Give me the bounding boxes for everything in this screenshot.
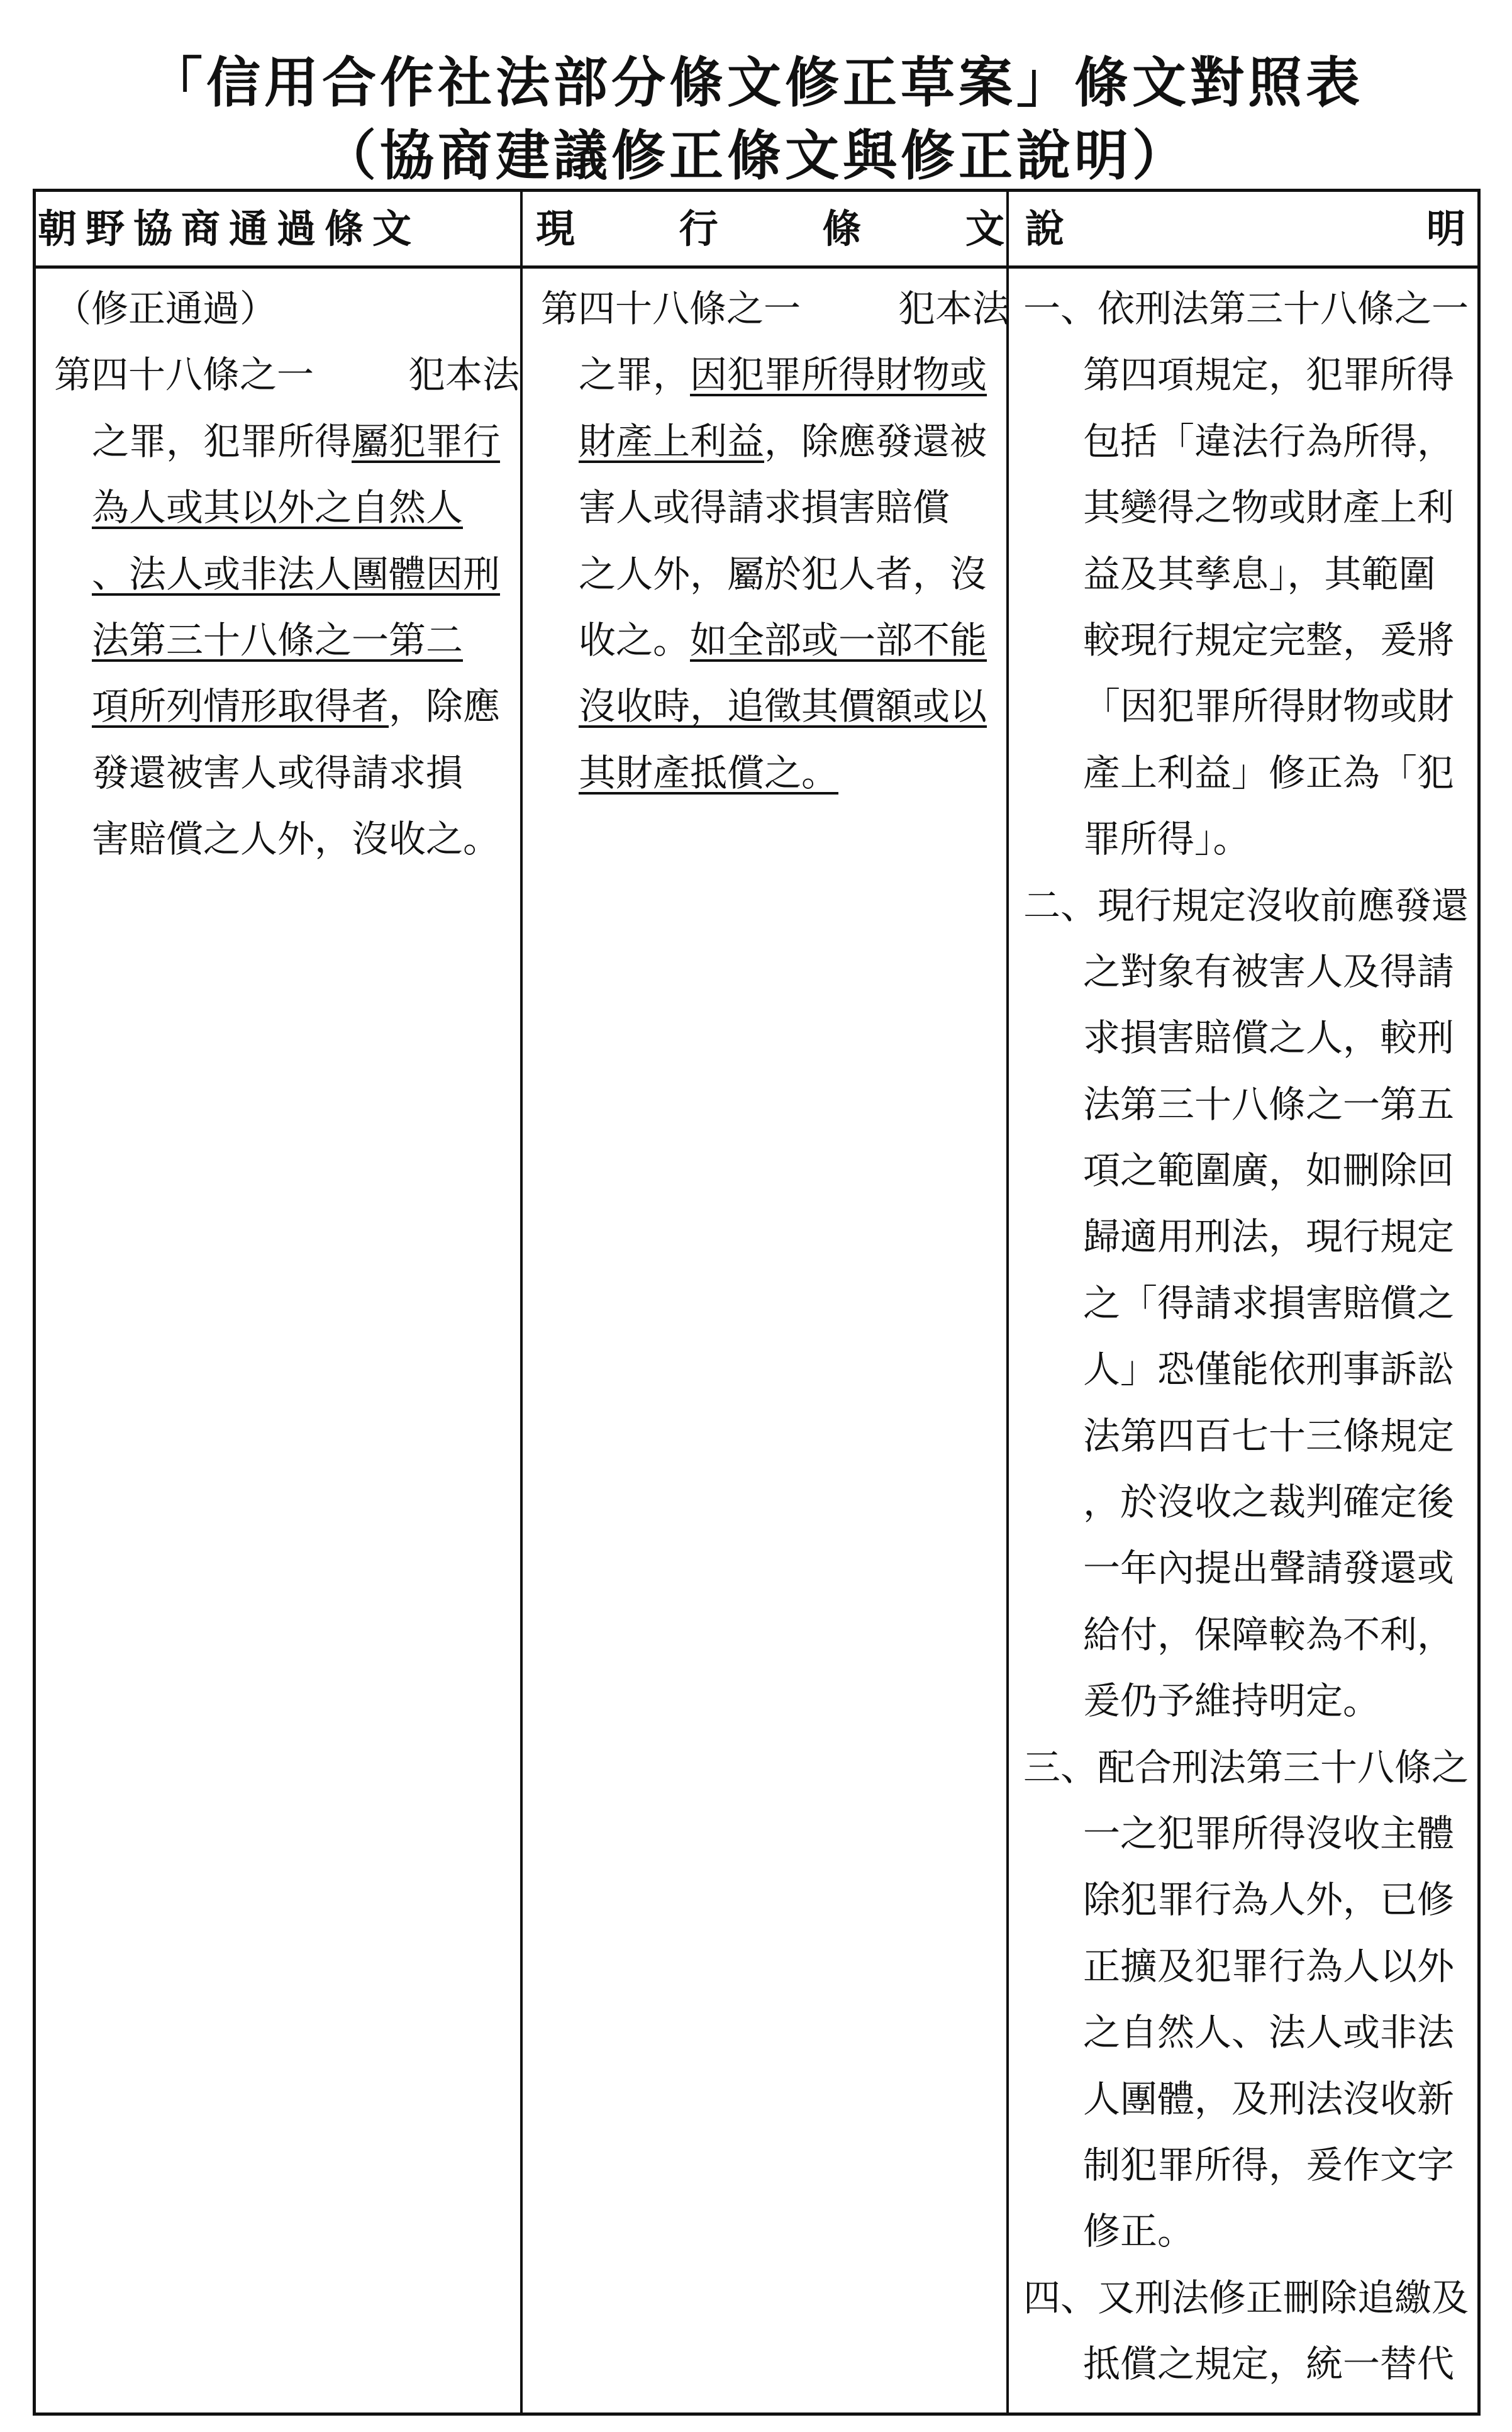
article-line: 沒收時，追徵其價額或以 (579, 684, 987, 728)
explanation-line: 包括「違法行為所得， (1083, 419, 1455, 463)
negotiated-article-text (54, 276, 520, 873)
document-title: 「信用合作社法部分條文修正草案」條文對照表 (148, 51, 1364, 114)
article-line: 第四十八條之一 犯本法 (541, 287, 1009, 330)
explanation-line: 之「得請求損害賠償之 (1083, 1281, 1455, 1325)
article-line: 其財產抵償之。 (579, 750, 839, 795)
header-current-text: 現 行 條 文 (536, 206, 1004, 252)
explanation-line: 抵償之規定，統一替代 (1083, 2342, 1455, 2386)
article-line: 第四十八條之一 犯本法 (54, 353, 520, 397)
explanation-line: 二、現行規定沒收前應發還 (1023, 883, 1469, 927)
article-line: 之罪，因犯罪所得財物或 (579, 353, 987, 397)
explanation-line: 罪所得」。 (1083, 817, 1250, 861)
status-note: （修正通過） (54, 287, 277, 330)
explanation-line: 三、配合刑法第三十八條之 (1023, 1745, 1469, 1789)
article-line: 發還被害人或得請求損 (92, 750, 464, 795)
table-top-border (33, 189, 1481, 192)
document-subtitle: （協商建議修正條文與修正說明） (322, 124, 1190, 187)
article-line: 之人外，屬於犯人者，沒 (579, 552, 987, 596)
article-line: 、法人或非法人團體因刑 (92, 552, 501, 596)
table-bottom-border (33, 2412, 1481, 2416)
article-line: 財產上利益，除應發還被 (579, 419, 987, 463)
explanation-line: 益及其孳息」，其範圍 (1083, 552, 1436, 596)
article-line: 法第三十八條之一第二 (92, 618, 464, 662)
explanation-line: 一、依刑法第三十八條之一 (1023, 287, 1469, 330)
explanation-line: 制犯罪所得，爰作文字 (1083, 2143, 1455, 2187)
explanation-line: 第四項規定，犯罪所得 (1083, 353, 1455, 397)
article-line: 害賠償之人外，沒收之。 (92, 817, 501, 861)
explanation-line: 人團體，及刑法沒收新 (1083, 2077, 1455, 2121)
explanation-line: 人」恐僅能依刑事訴訟 (1083, 1347, 1455, 1392)
article-line: 之罪，犯罪所得屬犯罪行 (92, 419, 501, 463)
explanation-line: 一之犯罪所得沒收主體 (1083, 1811, 1455, 1855)
explanation-line: 較現行規定完整，爰將 (1083, 618, 1455, 662)
article-line: 為人或其以外之自然人 (92, 486, 464, 530)
current-article-text (541, 276, 1009, 806)
header-negotiated-text: 朝野協商通過條文 (38, 206, 421, 252)
article-line: 項所列情形取得者，除應 (92, 684, 501, 728)
explanation-line: ，於沒收之裁判確定後 (1083, 1480, 1455, 1524)
explanation-text (1023, 276, 1473, 2397)
explanation-line: 法第四百七十三條規定 (1083, 1414, 1455, 1458)
explanation-line: 項之範圍廣，如刪除回 (1083, 1149, 1455, 1193)
explanation-line: 求損害賠償之人，較刑 (1083, 1016, 1455, 1060)
header-bottom-border (33, 265, 1481, 269)
column-divider-1 (520, 189, 523, 2416)
explanation-line: 爰仍予維持明定。 (1083, 1679, 1381, 1723)
explanation-line: 之對象有被害人及得請 (1083, 949, 1455, 993)
explanation-line: 給付，保障較為不利， (1083, 1612, 1455, 1656)
explanation-line: 正擴及犯罪行為人以外 (1083, 1944, 1455, 1988)
article-line: 害人或得請求損害賠償 (579, 486, 950, 530)
explanation-line: 修正。 (1083, 2209, 1195, 2253)
article-line: 收之。如全部或一部不能 (579, 618, 987, 662)
explanation-line: 法第三十八條之一第五 (1083, 1082, 1455, 1126)
comparison-table (33, 189, 1481, 2416)
explanation-line: 四、又刑法修正刪除追繳及 (1023, 2275, 1469, 2319)
explanation-line: 歸適用刑法，現行規定 (1083, 1215, 1455, 1259)
explanation-line: 「因犯罪所得財物或財 (1083, 684, 1455, 728)
explanation-line: 一年內提出聲請發還或 (1083, 1546, 1455, 1590)
explanation-line: 之自然人、法人或非法 (1083, 2011, 1455, 2055)
explanation-line: 產上利益」修正為「犯 (1083, 750, 1455, 795)
table-right-border (1477, 189, 1481, 2416)
header-explanation: 說 明 (1025, 206, 1465, 252)
table-left-border (33, 189, 36, 2416)
explanation-line: 其變得之物或財產上利 (1083, 486, 1455, 530)
explanation-line: 除犯罪行為人外，已修 (1083, 1878, 1455, 1922)
